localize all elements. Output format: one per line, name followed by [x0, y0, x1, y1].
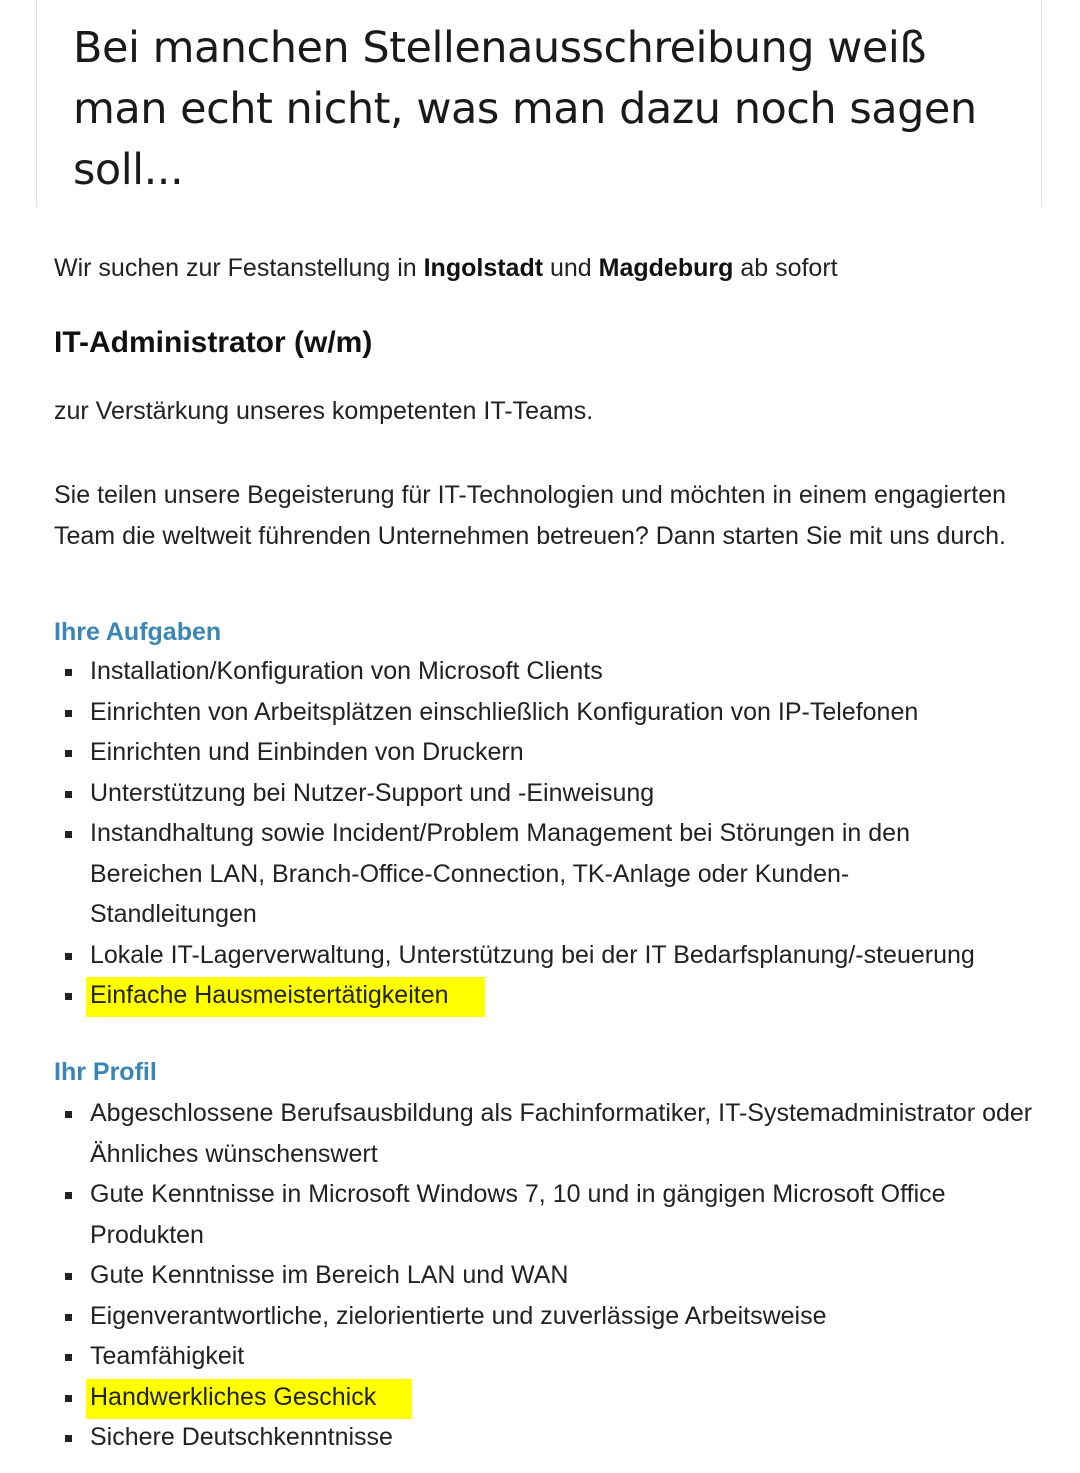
intro-suffix: ab sofort — [733, 254, 838, 282]
job-intro — [54, 251, 838, 285]
job-posting-image — [0, 207, 1080, 1473]
list-item — [54, 1336, 1064, 1377]
list-item — [54, 651, 1064, 692]
job-subtitle: zur Verstärkung unseres kompetenten IT-Teams. — [54, 397, 594, 425]
bullet-icon — [65, 710, 72, 717]
bullet-icon — [65, 1354, 72, 1361]
city-magdeburg: Magdeburg — [598, 254, 734, 282]
post-header — [36, 0, 1042, 207]
bullet-icon — [65, 953, 72, 960]
task-text: Einrichten von Arbeitsplätzen einschließlich Konfiguration von IP-Telefonen — [90, 697, 919, 726]
task-text: Einrichten und Einbinden von Druckern — [90, 738, 524, 766]
highlighted-profile: Handwerkliches Geschick — [86, 1379, 412, 1419]
profile-text: Gute Kenntnisse in Microsoft Windows 7, 10 und in gängigen Microsoft Office Produkten — [90, 1180, 946, 1249]
list-item — [54, 1296, 1064, 1337]
list-item — [54, 1174, 1064, 1255]
job-title: IT-Administrator (w/m) — [54, 326, 373, 359]
list-item — [54, 773, 1064, 814]
bullet-icon — [65, 831, 72, 838]
post-title: Bei manchen Stellenausschreibung weiß man echt nicht, was man dazu noch sagen soll... — [73, 23, 977, 195]
bullet-icon — [65, 1395, 72, 1402]
list-item-highlighted — [54, 1377, 1064, 1418]
list-item — [54, 732, 1064, 773]
bullet-icon — [65, 993, 72, 1000]
list-item — [54, 1255, 1064, 1296]
profile-heading: Ihr Profil — [54, 1058, 157, 1086]
job-lead: Sie teilen unsere Begeisterung für IT-Technologien und möchten in einem engagierten Team die weltweit führenden Unternehmen betreuen? Dann starten Sie mit uns durch. — [54, 481, 1007, 550]
city-ingolstadt: Ingolstadt — [423, 254, 544, 282]
tasks-heading: Ihre Aufgaben — [54, 618, 222, 646]
bullet-icon — [65, 1111, 72, 1118]
task-text: Instandhaltung sowie Incident/Problem Management bei Störungen in den Bereichen LAN, Branch-Office-Connection, TK-Anlage oder Kunden-Standleitungen — [90, 819, 910, 928]
profile-text: Gute Kenntnisse im Bereich LAN und WAN — [90, 1261, 569, 1289]
profile-text: Teamfähigkeit — [90, 1342, 245, 1370]
bullet-icon — [65, 750, 72, 757]
intro-text: Wir suchen zur Festanstellung in — [54, 254, 424, 282]
bullet-icon — [65, 1273, 72, 1280]
bullet-icon — [65, 1192, 72, 1199]
list-item — [54, 692, 1064, 733]
intro-connector: und — [543, 254, 599, 282]
profile-list — [54, 1093, 1064, 1458]
list-item — [54, 1417, 1064, 1458]
profile-text: Abgeschlossene Berufsausbildung als Fachinformatiker, IT-Systemadministrator oder Ähnliches wünschenswert — [90, 1099, 1033, 1168]
tasks-list — [54, 651, 1064, 1016]
task-text: Lokale IT-Lagerverwaltung, Unterstützung bei der IT Bedarfsplanung/-steuerung — [90, 940, 975, 969]
bullet-icon — [65, 1314, 72, 1321]
list-item-highlighted — [54, 975, 1064, 1016]
highlighted-task: Einfache Hausmeistertätigkeiten — [86, 977, 485, 1017]
list-item — [54, 935, 1064, 976]
task-text: Unterstützung bei Nutzer-Support und -Einweisung — [90, 778, 655, 807]
list-item — [54, 1093, 1064, 1174]
bullet-icon — [65, 1435, 72, 1442]
profile-text: Sichere Deutschkenntnisse — [90, 1423, 393, 1451]
profile-text: Eigenverantwortliche, zielorientierte und zuverlässige Arbeitsweise — [90, 1301, 827, 1330]
bullet-icon — [65, 791, 72, 798]
list-item — [54, 813, 1064, 935]
task-text: Installation/Konfiguration von Microsoft Clients — [90, 657, 603, 685]
bullet-icon — [65, 669, 72, 676]
